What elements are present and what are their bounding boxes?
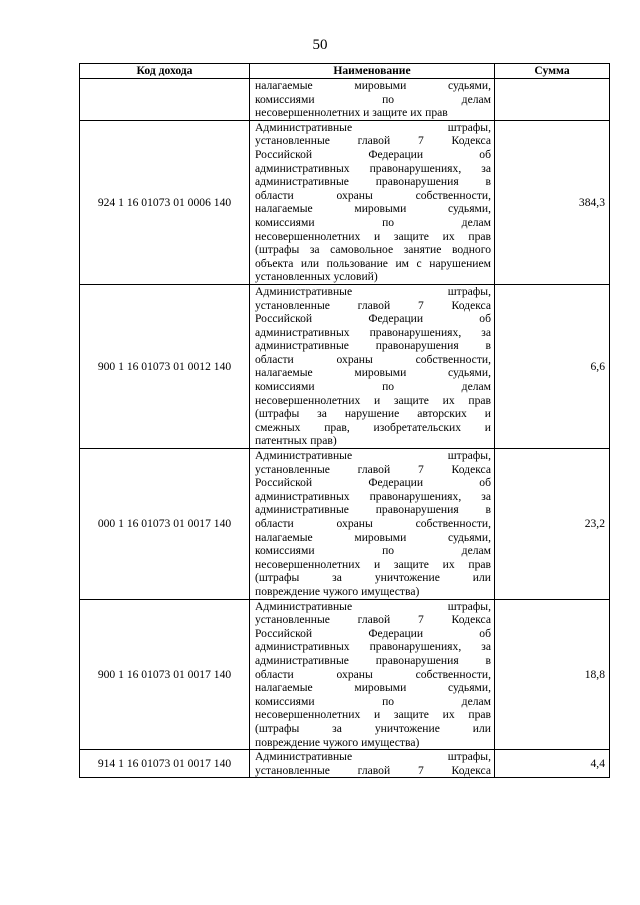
- name-line: комиссиями по делам: [255, 92, 491, 106]
- income-sum-cell: 23,2: [495, 449, 610, 600]
- name-line: установленные главой 7 Кодекса: [255, 613, 491, 627]
- page-number: 50: [312, 37, 328, 53]
- income-name-cell: [250, 750, 495, 778]
- name-line: установленных условий): [255, 270, 378, 284]
- name-line: налагаемые мировыми судьями,: [255, 530, 491, 544]
- name-line: административные правонарушения в: [255, 175, 491, 189]
- name-line: установленные главой 7 Кодекса: [255, 134, 491, 148]
- name-line: Административные штрафы,: [255, 284, 491, 298]
- name-line: Административные штрафы,: [255, 120, 491, 134]
- income-code-cell: 914 1 16 01073 01 0017 140: [80, 750, 250, 778]
- income-sum-cell: 18,8: [495, 599, 610, 750]
- header-name: Наименование: [250, 64, 495, 79]
- name-line: Российской Федерации об: [255, 626, 491, 640]
- name-line: административных правонарушениях, за: [255, 325, 491, 339]
- income-code-cell: 900 1 16 01073 01 0012 140: [80, 284, 250, 448]
- name-line: установленные главой 7 Кодекса: [255, 298, 491, 312]
- name-line: области охраны собственности,: [255, 667, 491, 681]
- table-header-row: [80, 64, 610, 79]
- name-line: налагаемые мировыми судьями,: [255, 366, 491, 380]
- name-line: несовершеннолетних и защите их прав: [255, 393, 491, 407]
- name-line: (штрафы за самовольное занятие водного: [255, 243, 491, 257]
- name-line: (штрафы за нарушение авторских и: [255, 407, 491, 421]
- name-line: несовершеннолетних и защите их прав: [255, 229, 491, 243]
- name-line: несовершеннолетних и защите их прав: [255, 106, 448, 120]
- name-line: объекта или пользование им с нарушением: [255, 256, 491, 270]
- name-line: несовершеннолетних и защите их прав: [255, 708, 491, 722]
- header-sum: Сумма: [495, 64, 610, 79]
- income-name-cell: [250, 284, 495, 448]
- name-line: административные правонарушения в: [255, 339, 491, 353]
- table-row: [80, 284, 610, 448]
- name-line: (штрафы за уничтожение или: [255, 571, 491, 585]
- income-name-cell: [250, 599, 495, 750]
- header-code: Код дохода: [80, 64, 250, 79]
- name-line: комиссиями по делам: [255, 215, 491, 229]
- table-row: [80, 599, 610, 750]
- name-line: административные правонарушения в: [255, 503, 491, 517]
- name-line: комиссиями по делам: [255, 380, 491, 394]
- name-line: Административные штрафы,: [255, 599, 491, 613]
- name-line: налагаемые мировыми судьями,: [255, 681, 491, 695]
- name-line: патентных прав): [255, 434, 337, 448]
- name-line: Российской Федерации об: [255, 476, 491, 490]
- name-line: налагаемые мировыми судьями,: [255, 202, 491, 216]
- income-code-cell: [80, 79, 250, 121]
- name-line: административных правонарушениях, за: [255, 489, 491, 503]
- table-row: [80, 79, 610, 121]
- name-line: комиссиями по делам: [255, 694, 491, 708]
- income-sum-cell: 4,4: [495, 750, 610, 778]
- name-line: Административные штрафы,: [255, 750, 491, 764]
- income-code-cell: 900 1 16 01073 01 0017 140: [80, 599, 250, 750]
- income-sum-cell: 384,3: [495, 120, 610, 284]
- income-table: [79, 63, 610, 778]
- table-body: [80, 79, 610, 778]
- name-line: несовершеннолетних и защите их прав: [255, 557, 491, 571]
- name-line: (штрафы за уничтожение или: [255, 721, 491, 735]
- name-line: административных правонарушениях, за: [255, 640, 491, 654]
- name-line: области охраны собственности,: [255, 517, 491, 530]
- income-sum-cell: [495, 79, 610, 121]
- name-line: административных правонарушениях, за: [255, 161, 491, 175]
- name-line: Административные штрафы,: [255, 449, 491, 463]
- table-row: [80, 120, 610, 284]
- table-row: [80, 750, 610, 778]
- name-line: административные правонарушения в: [255, 653, 491, 667]
- income-name-cell: [250, 79, 495, 121]
- name-line: повреждение чужого имущества): [255, 584, 420, 598]
- name-line: установленные главой 7 Кодекса: [255, 462, 491, 476]
- table-row: [80, 449, 610, 600]
- income-name-cell: [250, 120, 495, 284]
- name-line: области охраны собственности,: [255, 188, 491, 202]
- name-line: Российской Федерации об: [255, 312, 491, 326]
- income-code-cell: 924 1 16 01073 01 0006 140: [80, 120, 250, 284]
- name-line: налагаемые мировыми судьями,: [255, 79, 491, 92]
- income-sum-cell: 6,6: [495, 284, 610, 448]
- name-line: смежных прав, изобретательских и: [255, 420, 491, 434]
- name-line: Российской Федерации об: [255, 147, 491, 161]
- income-name-cell: [250, 449, 495, 600]
- income-code-cell: 000 1 16 01073 01 0017 140: [80, 449, 250, 600]
- name-line: области охраны собственности,: [255, 352, 491, 366]
- name-line: комиссиями по делам: [255, 544, 491, 558]
- name-line: повреждение чужого имущества): [255, 735, 420, 749]
- name-line: установленные главой 7 Кодекса: [255, 763, 491, 777]
